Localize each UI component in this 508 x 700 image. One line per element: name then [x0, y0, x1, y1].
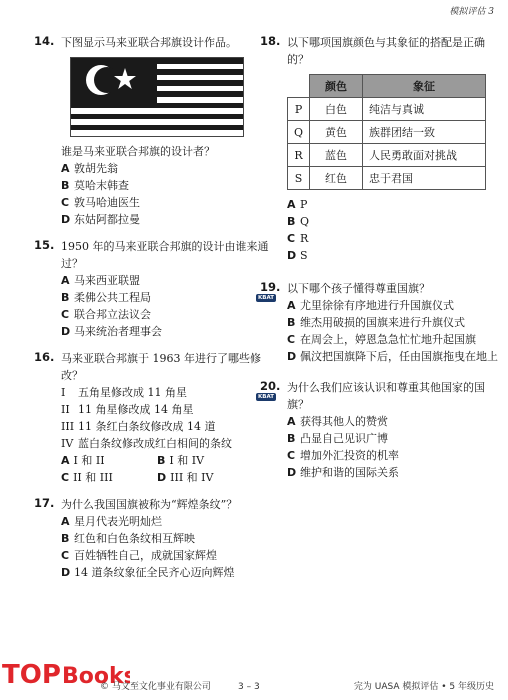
question-number: 16.: [34, 350, 55, 364]
table-header: 颜色: [310, 75, 363, 98]
question-number: 18.: [260, 34, 281, 48]
table-row: Q 黄色 族群团结一致: [288, 121, 486, 144]
table-header: 象征: [363, 75, 486, 98]
question-number: 17.: [34, 496, 55, 510]
option-d[interactable]: D 东姑阿都拉曼: [61, 213, 140, 226]
option-c[interactable]: C R: [287, 232, 309, 245]
option-a[interactable]: A 星月代表光明灿烂: [61, 515, 162, 528]
question-text: 为什么我们应该认识和尊重其他国家的国旗？: [287, 381, 485, 411]
footer-series-title: 完为 UASA 模拟评估 • 5 年级历史: [353, 682, 494, 692]
question-text: 以下哪个孩子懂得尊重国旗？: [287, 282, 430, 295]
question-number: 20.: [260, 379, 281, 393]
option-d[interactable]: D III 和 IV: [157, 471, 214, 484]
option-d[interactable]: D 佩汶把国旗降下后，任由国旗拖曳在地上: [287, 350, 498, 363]
question-text: 为什么我国国旗被称为“辉煌条纹”？: [61, 498, 238, 511]
option-b[interactable]: B 莫哈末韩查: [61, 179, 129, 192]
option-c[interactable]: C 在周会上，婷恩急急忙忙地升起国旗: [287, 333, 476, 346]
kbat-badge: KBAT: [258, 295, 275, 301]
option-a[interactable]: A P: [287, 198, 308, 211]
crescent-star-icon: [71, 58, 157, 103]
footer-publisher: © 马文至文化事业有限公司: [100, 682, 211, 692]
table-row: S 红色 忠于君国: [288, 167, 486, 190]
question-16: [36, 350, 276, 486]
option-a[interactable]: A I 和 II: [61, 454, 105, 467]
flag-canton: [71, 58, 157, 103]
question-text: 1950 年的马来亚联合邦旗的设计由谁来通过？: [61, 240, 269, 270]
statement-i: I 五角星修改成 11 角星: [61, 386, 187, 399]
option-b[interactable]: B Q: [287, 215, 310, 228]
question-14: [36, 34, 276, 228]
table-row: R 蓝色 人民勇敢面对挑战: [288, 144, 486, 167]
color-symbol-table: [287, 74, 486, 190]
left-column: [36, 34, 276, 591]
statement-iii: III 11 条红白条纹修改成 14 道: [61, 420, 216, 433]
question-number: 14.: [34, 34, 55, 48]
option-d[interactable]: D 马来统治者理事会: [61, 325, 162, 338]
option-a[interactable]: A 敦胡先翁: [61, 162, 118, 175]
option-c[interactable]: C 增加外汇投资的机率: [287, 449, 399, 462]
question-subtext: 谁是马来亚联合邦旗的设计者？: [61, 145, 215, 158]
question-15: [36, 238, 276, 340]
malaya-flag-image: [70, 57, 244, 137]
option-b[interactable]: B 维杰用破损的国旗来进行升旗仪式: [287, 316, 465, 329]
options-grid: [61, 452, 276, 486]
question-number: 19.: [260, 280, 281, 294]
table-header-row: [288, 75, 486, 98]
option-d[interactable]: D S: [287, 249, 308, 262]
right-column: [258, 34, 498, 491]
svg-text:TOP: TOP: [2, 660, 61, 690]
footer-page-number: 3 – 3: [238, 682, 260, 692]
question-text: 以下哪项国旗颜色与其象征的搭配是正确的？: [287, 36, 485, 66]
question-18: [262, 34, 498, 264]
option-c[interactable]: C II 和 III: [61, 471, 113, 484]
question-text: 马来亚联合邦旗于 1963 年进行了哪些修改？: [61, 352, 261, 382]
question-number: 15.: [34, 238, 55, 252]
option-a[interactable]: A 获得其他人的赞赏: [287, 415, 388, 428]
option-c[interactable]: C 百姓牺牲自己，成就国家辉煌: [61, 549, 217, 562]
question-19: [258, 280, 498, 365]
kbat-badge: KBAT: [258, 394, 275, 400]
option-c[interactable]: C 敦马哈迪医生: [61, 196, 140, 209]
svg-text:Books: Books: [62, 664, 130, 689]
page-header: 模拟评估 3: [449, 7, 494, 17]
table-row: P 白色 纯洁与真诚: [288, 98, 486, 121]
option-b[interactable]: B I 和 IV: [157, 454, 205, 467]
question-20: [258, 379, 498, 481]
option-d[interactable]: D 14 道条纹象征全民齐心迈向辉煌: [61, 566, 235, 579]
option-d[interactable]: D 维护和谐的国际关系: [287, 466, 399, 479]
option-a[interactable]: A 尤里徐徐有序地进行升国旗仪式: [287, 299, 454, 312]
question-text: 下图显示马来亚联合邦旗设计作品。: [61, 36, 237, 49]
option-b[interactable]: B 凸显自己见识广博: [287, 432, 388, 445]
option-c[interactable]: C 联合邦立法议会: [61, 308, 151, 321]
statement-iv: IV 蓝白条纹修改成红白相间的条纹: [61, 437, 232, 450]
option-b[interactable]: B 柔佛公共工程局: [61, 291, 151, 304]
statement-ii: II 11 角星修改成 14 角星: [61, 403, 194, 416]
question-17: [36, 496, 276, 581]
option-b[interactable]: B 红色和白色条纹相互辉映: [61, 532, 195, 545]
option-a[interactable]: A 马来西亚联盟: [61, 274, 140, 287]
